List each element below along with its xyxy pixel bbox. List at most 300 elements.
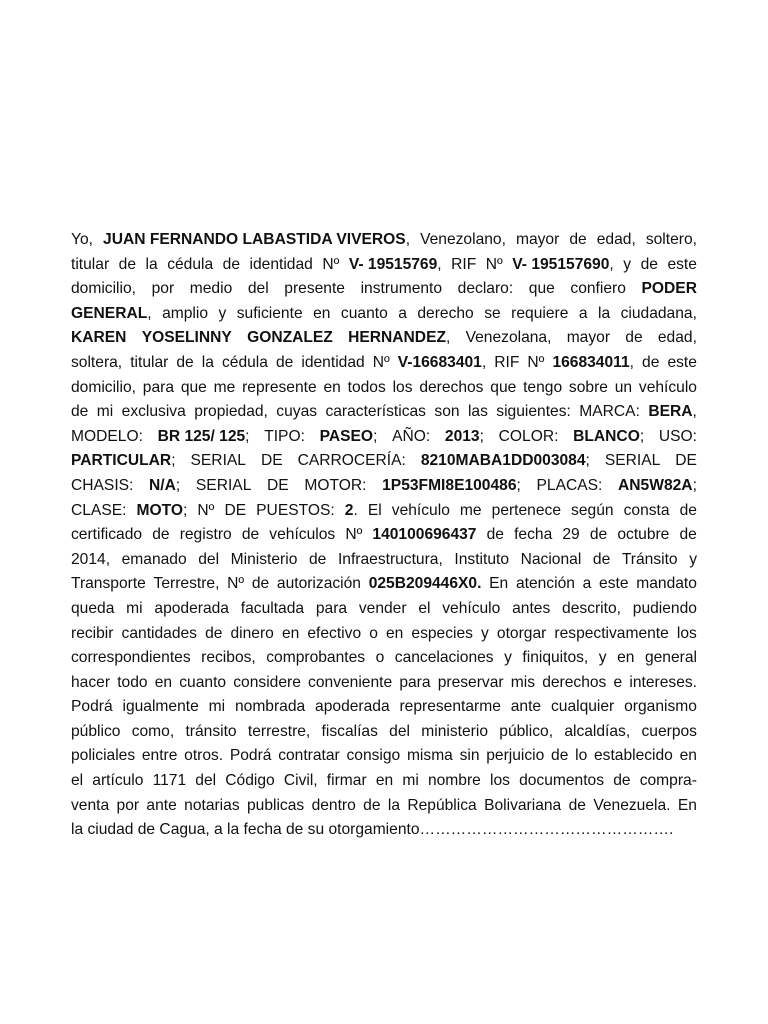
word: fiscalías: [321, 722, 378, 740]
word-group: [598, 302, 610, 327]
word-group: [71, 548, 110, 573]
word: ,: [446, 329, 451, 347]
word-group: [494, 351, 519, 376]
word-group: [276, 400, 317, 425]
word-group: [511, 671, 535, 696]
word: en: [385, 624, 404, 642]
word-group: [348, 376, 386, 401]
word-group: [237, 302, 303, 327]
word-group: [137, 499, 188, 524]
text-line: [71, 351, 697, 376]
word-group: [376, 769, 393, 794]
word: ;: [639, 427, 645, 445]
word: el: [418, 599, 431, 617]
word: de: [71, 403, 89, 421]
text-line: [71, 695, 697, 720]
word-group: [225, 769, 274, 794]
word: Nº: [527, 353, 545, 371]
word: y: [689, 550, 697, 568]
word: soltero,: [645, 231, 697, 248]
word-group: [341, 302, 388, 327]
word: vender: [358, 599, 407, 617]
word-group: [388, 794, 400, 819]
bold-term: 1P53FMI8E100486: [382, 476, 517, 494]
word: me: [459, 501, 482, 519]
word: de: [613, 772, 631, 790]
word: de: [363, 796, 381, 814]
word-group: [250, 253, 313, 278]
word: en: [375, 772, 394, 790]
word: SERIAL: [604, 452, 661, 470]
text-line: [71, 622, 697, 647]
word-group: [629, 671, 697, 696]
word: cancelaciones: [394, 649, 494, 667]
word-group: [209, 695, 225, 720]
word: este: [667, 353, 697, 371]
word: contratar: [278, 747, 340, 765]
word: siguientes:: [496, 403, 571, 421]
word-group: [516, 228, 559, 253]
word-group: [71, 376, 136, 401]
word-group: [327, 769, 367, 794]
text-line: [71, 597, 697, 622]
bold-term: MOTO: [136, 501, 184, 519]
word-group: [71, 646, 191, 671]
word: efectivo: [307, 624, 362, 642]
word: me: [213, 378, 236, 396]
word: .: [353, 501, 358, 519]
word-group: [247, 326, 333, 351]
word: presente: [284, 280, 345, 298]
word: del: [195, 772, 217, 790]
word-group: [564, 720, 630, 745]
word: ante: [146, 796, 177, 814]
word-group: [487, 523, 504, 548]
word: ministerio: [421, 722, 488, 740]
word: ;: [245, 427, 250, 445]
word-group: [71, 326, 126, 351]
word: Venezolano,: [420, 231, 506, 248]
word: en: [281, 624, 300, 642]
word-group: [489, 572, 508, 597]
word-group: [398, 302, 407, 327]
text-line: [71, 228, 697, 253]
word: En: [489, 575, 509, 593]
word: Terrestre,: [153, 575, 220, 593]
word-group: [622, 548, 678, 573]
word: consigo: [346, 747, 401, 765]
word-group: [537, 474, 603, 499]
word-group: [519, 769, 604, 794]
word: o: [375, 649, 385, 667]
text-line: [71, 744, 697, 769]
word-group: [241, 597, 304, 622]
word-group: [190, 277, 232, 302]
word: otros.: [184, 747, 224, 765]
word-group: [176, 351, 193, 376]
word: domicilio,: [71, 378, 136, 396]
word: de: [625, 329, 643, 347]
word-group: [511, 302, 568, 327]
word-group: [522, 646, 588, 671]
word: establecido: [593, 747, 673, 765]
bold-term: GENERAL: [71, 304, 148, 322]
word-group: [512, 597, 550, 622]
word-group: [567, 326, 610, 351]
word-group: [411, 622, 473, 647]
word-group: [569, 794, 586, 819]
word-group: [152, 277, 175, 302]
word-group: [617, 646, 634, 671]
word-group: [512, 253, 613, 278]
word-group: [490, 376, 516, 401]
word-group: [636, 572, 697, 597]
word: que: [180, 378, 207, 396]
word: de: [222, 255, 241, 273]
word-group: [122, 400, 186, 425]
word-group: [438, 671, 504, 696]
word: de: [486, 526, 504, 544]
word-group: [205, 622, 222, 647]
word: organismo: [624, 698, 697, 716]
word: la: [598, 304, 611, 322]
word-group: [484, 794, 561, 819]
word-group: [71, 794, 109, 819]
word-group: [231, 622, 274, 647]
word: para: [399, 673, 431, 691]
word: octubre: [617, 526, 670, 544]
word-group: [224, 499, 246, 524]
word-group: [504, 646, 512, 671]
word-group: [313, 302, 330, 327]
word: cédula: [167, 255, 214, 273]
word: Tránsito: [621, 550, 678, 568]
word: confiero: [570, 280, 626, 298]
word: RIF: [451, 255, 477, 273]
word: perjuicio: [486, 747, 545, 765]
word: cantidades: [121, 624, 197, 642]
word: representarme: [399, 698, 501, 716]
word-group: [434, 400, 459, 425]
word: derecho: [417, 304, 474, 322]
word: para: [142, 378, 175, 396]
text-line: [71, 253, 697, 278]
word-group: [511, 695, 541, 720]
word: firmar: [326, 772, 367, 790]
word-group: [454, 548, 509, 573]
word-group: [152, 523, 169, 548]
word-group: [345, 523, 362, 548]
word-group: [267, 474, 289, 499]
word: respectivamente: [554, 624, 669, 642]
word-group: [230, 744, 272, 769]
text-line: [71, 449, 697, 474]
word: Ministerio: [230, 550, 298, 568]
word: PUESTOS:: [256, 501, 335, 519]
word: se: [484, 304, 501, 322]
word: Nacional: [520, 550, 582, 568]
word: de: [592, 550, 611, 568]
word-group: [618, 474, 697, 499]
bold-term: HERNANDEZ: [348, 329, 446, 347]
text-line: [71, 671, 697, 696]
word-group: [149, 474, 180, 499]
word: Venezolana,: [465, 329, 552, 347]
word-group: [593, 794, 670, 819]
text-line: [71, 769, 697, 794]
word: Civil,: [283, 772, 318, 790]
word: registro: [179, 526, 232, 544]
bold-term: PARTICULAR: [71, 452, 172, 470]
word: entre: [141, 747, 178, 765]
word-group: [195, 769, 216, 794]
word-group: [551, 744, 568, 769]
word: República: [407, 796, 477, 814]
bold-term: N/A: [149, 476, 176, 494]
word: de: [308, 550, 327, 568]
word: este: [599, 575, 629, 593]
word: AÑO:: [392, 427, 431, 445]
word-group: [419, 376, 483, 401]
word-group: [261, 449, 283, 474]
word-group: [641, 253, 658, 278]
word-group: [223, 253, 240, 278]
word: Nº: [485, 255, 503, 273]
word-group: [71, 351, 122, 376]
word-group: [348, 326, 450, 351]
word: y: [504, 649, 512, 667]
word-group: [298, 449, 406, 474]
word: por: [151, 280, 175, 298]
word: instrumento: [360, 280, 443, 298]
word: igualmente: [122, 698, 199, 716]
word: la: [145, 255, 158, 273]
word: finiquitos,: [522, 649, 589, 667]
word: que: [490, 378, 517, 396]
bold-term: V- 195157690: [512, 255, 610, 273]
word-group: [282, 622, 299, 647]
word-group: [71, 474, 133, 499]
word: de: [569, 231, 587, 248]
word-group: [197, 499, 214, 524]
word-group: [633, 597, 697, 622]
word: de: [640, 255, 658, 273]
word-group: [162, 302, 208, 327]
word-group: [132, 720, 174, 745]
word-group: [621, 302, 697, 327]
word-group: [316, 597, 347, 622]
word: a: [582, 575, 592, 593]
word: COLOR:: [498, 427, 559, 445]
word: de: [118, 255, 137, 273]
word: represente: [242, 378, 317, 396]
word: dinero: [230, 624, 274, 642]
word-group: [359, 597, 407, 622]
word: facultada: [240, 599, 305, 617]
word: policiales: [71, 747, 136, 765]
word-group: [393, 376, 413, 401]
word-group: [421, 449, 590, 474]
word: ciudadana,: [620, 304, 697, 322]
word: mandato: [636, 575, 697, 593]
text-line: [71, 499, 697, 524]
word-group: [499, 425, 559, 450]
word: por: [116, 796, 140, 814]
word: de: [205, 624, 223, 642]
word: de: [176, 353, 194, 371]
word: MODELO:: [71, 427, 143, 445]
word: ;: [373, 427, 378, 445]
word-group: [466, 326, 552, 351]
word-group: [181, 376, 207, 401]
word: en: [313, 304, 331, 322]
word: ,: [405, 231, 411, 248]
word-group: [214, 376, 236, 401]
word: y: [623, 255, 632, 273]
word-group: [597, 228, 636, 253]
word: Yo,: [71, 231, 93, 248]
word-group: [497, 622, 546, 647]
word-group: [395, 646, 494, 671]
word-group: [146, 253, 158, 278]
word: hacer: [71, 673, 111, 691]
word: DE: [675, 452, 697, 470]
text-line: [71, 548, 697, 573]
text-line: [71, 523, 697, 548]
word: ante: [510, 698, 542, 716]
bold-term: 8210MABA1DD003084: [420, 452, 586, 470]
word: ;: [171, 452, 176, 470]
word-group: [481, 622, 489, 647]
word: Nº: [227, 575, 245, 593]
word-group: [624, 695, 697, 720]
word-group: [196, 474, 251, 499]
word-group: [235, 695, 305, 720]
word: identidad: [301, 353, 365, 371]
text-line: [71, 400, 697, 425]
word: descrito,: [562, 599, 621, 617]
word-group: [667, 253, 696, 278]
word-group: [266, 646, 365, 671]
word-group: [689, 548, 697, 573]
word-group: [278, 744, 340, 769]
word: amplio: [162, 304, 208, 322]
word: Podrá: [71, 698, 113, 716]
word: para: [315, 599, 348, 617]
word-group: [445, 425, 484, 450]
word: CLASE:: [71, 501, 127, 519]
word: 1171: [152, 772, 187, 790]
word: ,: [481, 353, 487, 371]
word-group: [605, 449, 660, 474]
word-group: [71, 277, 136, 302]
word: cualquier: [550, 698, 615, 716]
word: en: [323, 378, 341, 396]
word: recibos,: [201, 649, 256, 667]
word: en: [154, 673, 173, 691]
word-group: [492, 499, 561, 524]
word: USO:: [658, 427, 697, 445]
word: cédula: [221, 353, 268, 371]
word-group: [185, 720, 236, 745]
word-group: [323, 376, 340, 401]
text-line: [71, 326, 697, 351]
word-group: [486, 253, 503, 278]
word-group: [382, 474, 521, 499]
word-group: [677, 622, 697, 647]
word: comprobantes: [266, 649, 366, 667]
word-group: [407, 744, 453, 769]
word: ;: [479, 427, 484, 445]
word: autorización: [276, 575, 361, 593]
word: vehículo: [638, 378, 697, 396]
word: Nº: [372, 353, 390, 371]
word: en: [617, 649, 635, 667]
word-group: [122, 695, 198, 720]
text-line: [71, 572, 697, 597]
word-group: [460, 499, 482, 524]
word: Bolivariana: [484, 796, 562, 814]
word: de: [589, 526, 608, 544]
word: un: [614, 378, 633, 396]
word-group: [103, 228, 410, 253]
word-group: [361, 277, 442, 302]
word-group: [252, 572, 269, 597]
word: consta: [623, 501, 670, 519]
word: apoderada: [154, 599, 229, 617]
word-group: [407, 794, 476, 819]
word: titular: [130, 353, 169, 371]
word: intereses.: [629, 673, 697, 691]
word: CHASIS:: [71, 476, 134, 494]
word-group: [143, 376, 174, 401]
word: de: [568, 796, 586, 814]
word-group: [658, 326, 697, 351]
word: considere: [233, 673, 301, 691]
word: público,: [499, 722, 554, 740]
word: ,: [147, 304, 152, 322]
word: venta: [71, 796, 110, 814]
word-group: [349, 253, 442, 278]
word: de: [642, 353, 660, 371]
word: documentos: [519, 772, 605, 790]
word: alcaldías,: [564, 722, 631, 740]
word: recibir: [71, 624, 114, 642]
text-line: [71, 646, 697, 671]
word-group: [248, 277, 269, 302]
word-group: [614, 671, 623, 696]
text-line: [71, 376, 697, 401]
word-group: [484, 302, 500, 327]
word-group: [529, 277, 555, 302]
word: Nº: [322, 255, 340, 273]
word: que: [528, 280, 555, 298]
word: El: [367, 501, 382, 519]
word-group: [571, 499, 614, 524]
word-group: [117, 671, 147, 696]
word: de: [241, 526, 260, 544]
word: como,: [131, 722, 175, 740]
word: Nº: [345, 526, 363, 544]
word-group: [191, 449, 246, 474]
word-group: [442, 597, 500, 622]
word: mi: [402, 772, 419, 790]
word-group: [642, 277, 697, 302]
word: del: [198, 550, 220, 568]
word-group: [417, 302, 473, 327]
text-line: [71, 302, 697, 327]
word: del: [247, 280, 269, 298]
